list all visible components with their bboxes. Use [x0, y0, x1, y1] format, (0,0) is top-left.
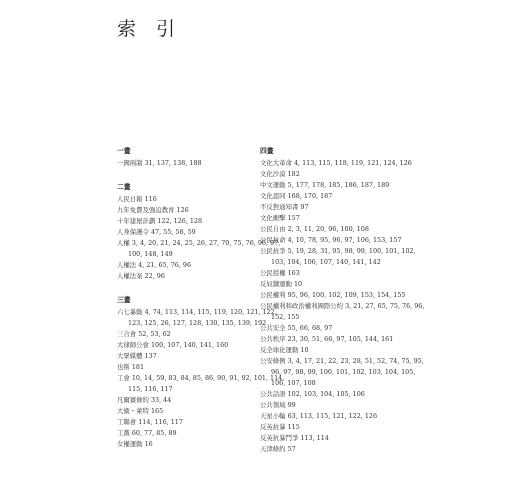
index-entry: 工會 10, 14, 59, 83, 84, 85, 86, 90, 91, 92, 101, 114, 115, 116, 117 [117, 374, 285, 393]
section-heading: 二畫 [117, 183, 131, 191]
index-entry: 公民抗命 4, 10, 78, 95, 96, 97, 106, 153, 157 [260, 236, 402, 244]
index-entry: 也斯 181 [117, 363, 145, 371]
index-entry: 天星小輪 63, 113, 115, 121, 122, 126 [260, 412, 378, 420]
section-heading: 三畫 [117, 296, 131, 304]
index-entry: 公民授權 163 [260, 269, 300, 277]
index-entry: 三合會 52, 53, 62 [117, 330, 171, 338]
index-entry: 人民日報 116 [117, 195, 157, 203]
index-entry: 公共領域 99 [260, 401, 296, 409]
index-entry: 大衛・萊特 165 [117, 407, 164, 415]
index-entry: 文化沙漠 182 [260, 170, 300, 178]
index-entry: 不反對通知書 97 [260, 203, 309, 211]
index-entry: 天津條約 57 [260, 445, 296, 453]
index-entry: 文化大革命 4, 113, 115, 118, 119, 121, 124, 126 [260, 159, 412, 167]
index-entry: 反英抗暴鬥爭 113, 114 [260, 434, 329, 442]
index-entry: 凡爾賽條約 33, 44 [117, 396, 172, 404]
index-entry: 公民權利 95, 96, 100, 102, 109, 153, 154, 155 [260, 291, 406, 299]
index-entry: 公共話語 102, 103, 104, 105, 106 [260, 390, 365, 398]
index-entry: 人權法 4, 21, 65, 76, 96 [117, 261, 192, 269]
index-column-right [260, 146, 430, 468]
index-section [260, 146, 430, 455]
index-entry: 大律師公會 100, 107, 140, 141, 160 [117, 341, 229, 349]
page-title: 索 引 [117, 18, 183, 40]
index-entry: 文化衝擊 157 [260, 214, 300, 222]
index-entry: 人身保護令 47, 55, 58, 59 [117, 228, 196, 236]
index-entry: 反奴隸運動 10 [260, 280, 303, 288]
index-entry: 大眾媒體 137 [117, 352, 157, 360]
section-heading: 四畫 [260, 147, 274, 155]
index-entry: 女權運動 16 [117, 440, 153, 448]
index-entry: 公共秩序 23, 30, 51, 66, 97, 105, 144, 161 [260, 335, 394, 343]
index-entry: 九年免費及強迫教育 126 [117, 206, 189, 214]
index-entry: 公民權利和政治權利國際公約 3, 21, 27, 65, 75, 76, 96, 152, 155 [260, 302, 425, 321]
index-entry: 工黨 60, 77, 85, 89 [117, 429, 177, 437]
index-entry: 工聯會 114, 116, 117 [117, 418, 183, 426]
index-entry: 十年建屋計劃 122, 126, 128 [117, 217, 203, 225]
index-entry: 六七暴動 4, 74, 113, 114, 115, 119, 120, 121, 122, 123, 125, 26, 127, 128, 130, 135, 139, 192 [117, 308, 277, 327]
index-entry: 公共安全 55, 66, 68, 97 [260, 324, 333, 332]
section-heading: 一畫 [117, 147, 131, 155]
index-entry: 反全球化運動 10 [260, 346, 309, 354]
index-entry: 文化認同 168, 170, 187 [260, 192, 333, 200]
index-entry: 公安條例 3, 4, 17, 21, 22, 23, 28, 51, 52, 74, 75, 95, 96, 97, 98, 99, 100, 101, 102, 103, 104, 105, 106, 107, 108 [260, 357, 424, 387]
index-entry: 公民抗爭 5, 19, 28, 31, 95, 98, 99, 100, 101, 102, 103, 104, 106, 107, 140, 141, 142 [260, 247, 416, 266]
index-entry: 一國兩制 31, 137, 138, 188 [117, 159, 202, 167]
index-entry: 公民自由 2, 3, 11, 20, 96, 100, 108 [260, 225, 369, 233]
index-entry: 人權法案 22, 96 [117, 272, 165, 280]
index-entry: 人權 3, 4, 20, 21, 24, 25, 26, 27, 70, 75, 76, 96, 97, 100, 148, 149 [117, 239, 281, 258]
index-entry: 反英抗暴 115 [260, 423, 300, 431]
index-entry: 中文運動 5, 177, 178, 185, 186, 187, 189 [260, 181, 390, 189]
